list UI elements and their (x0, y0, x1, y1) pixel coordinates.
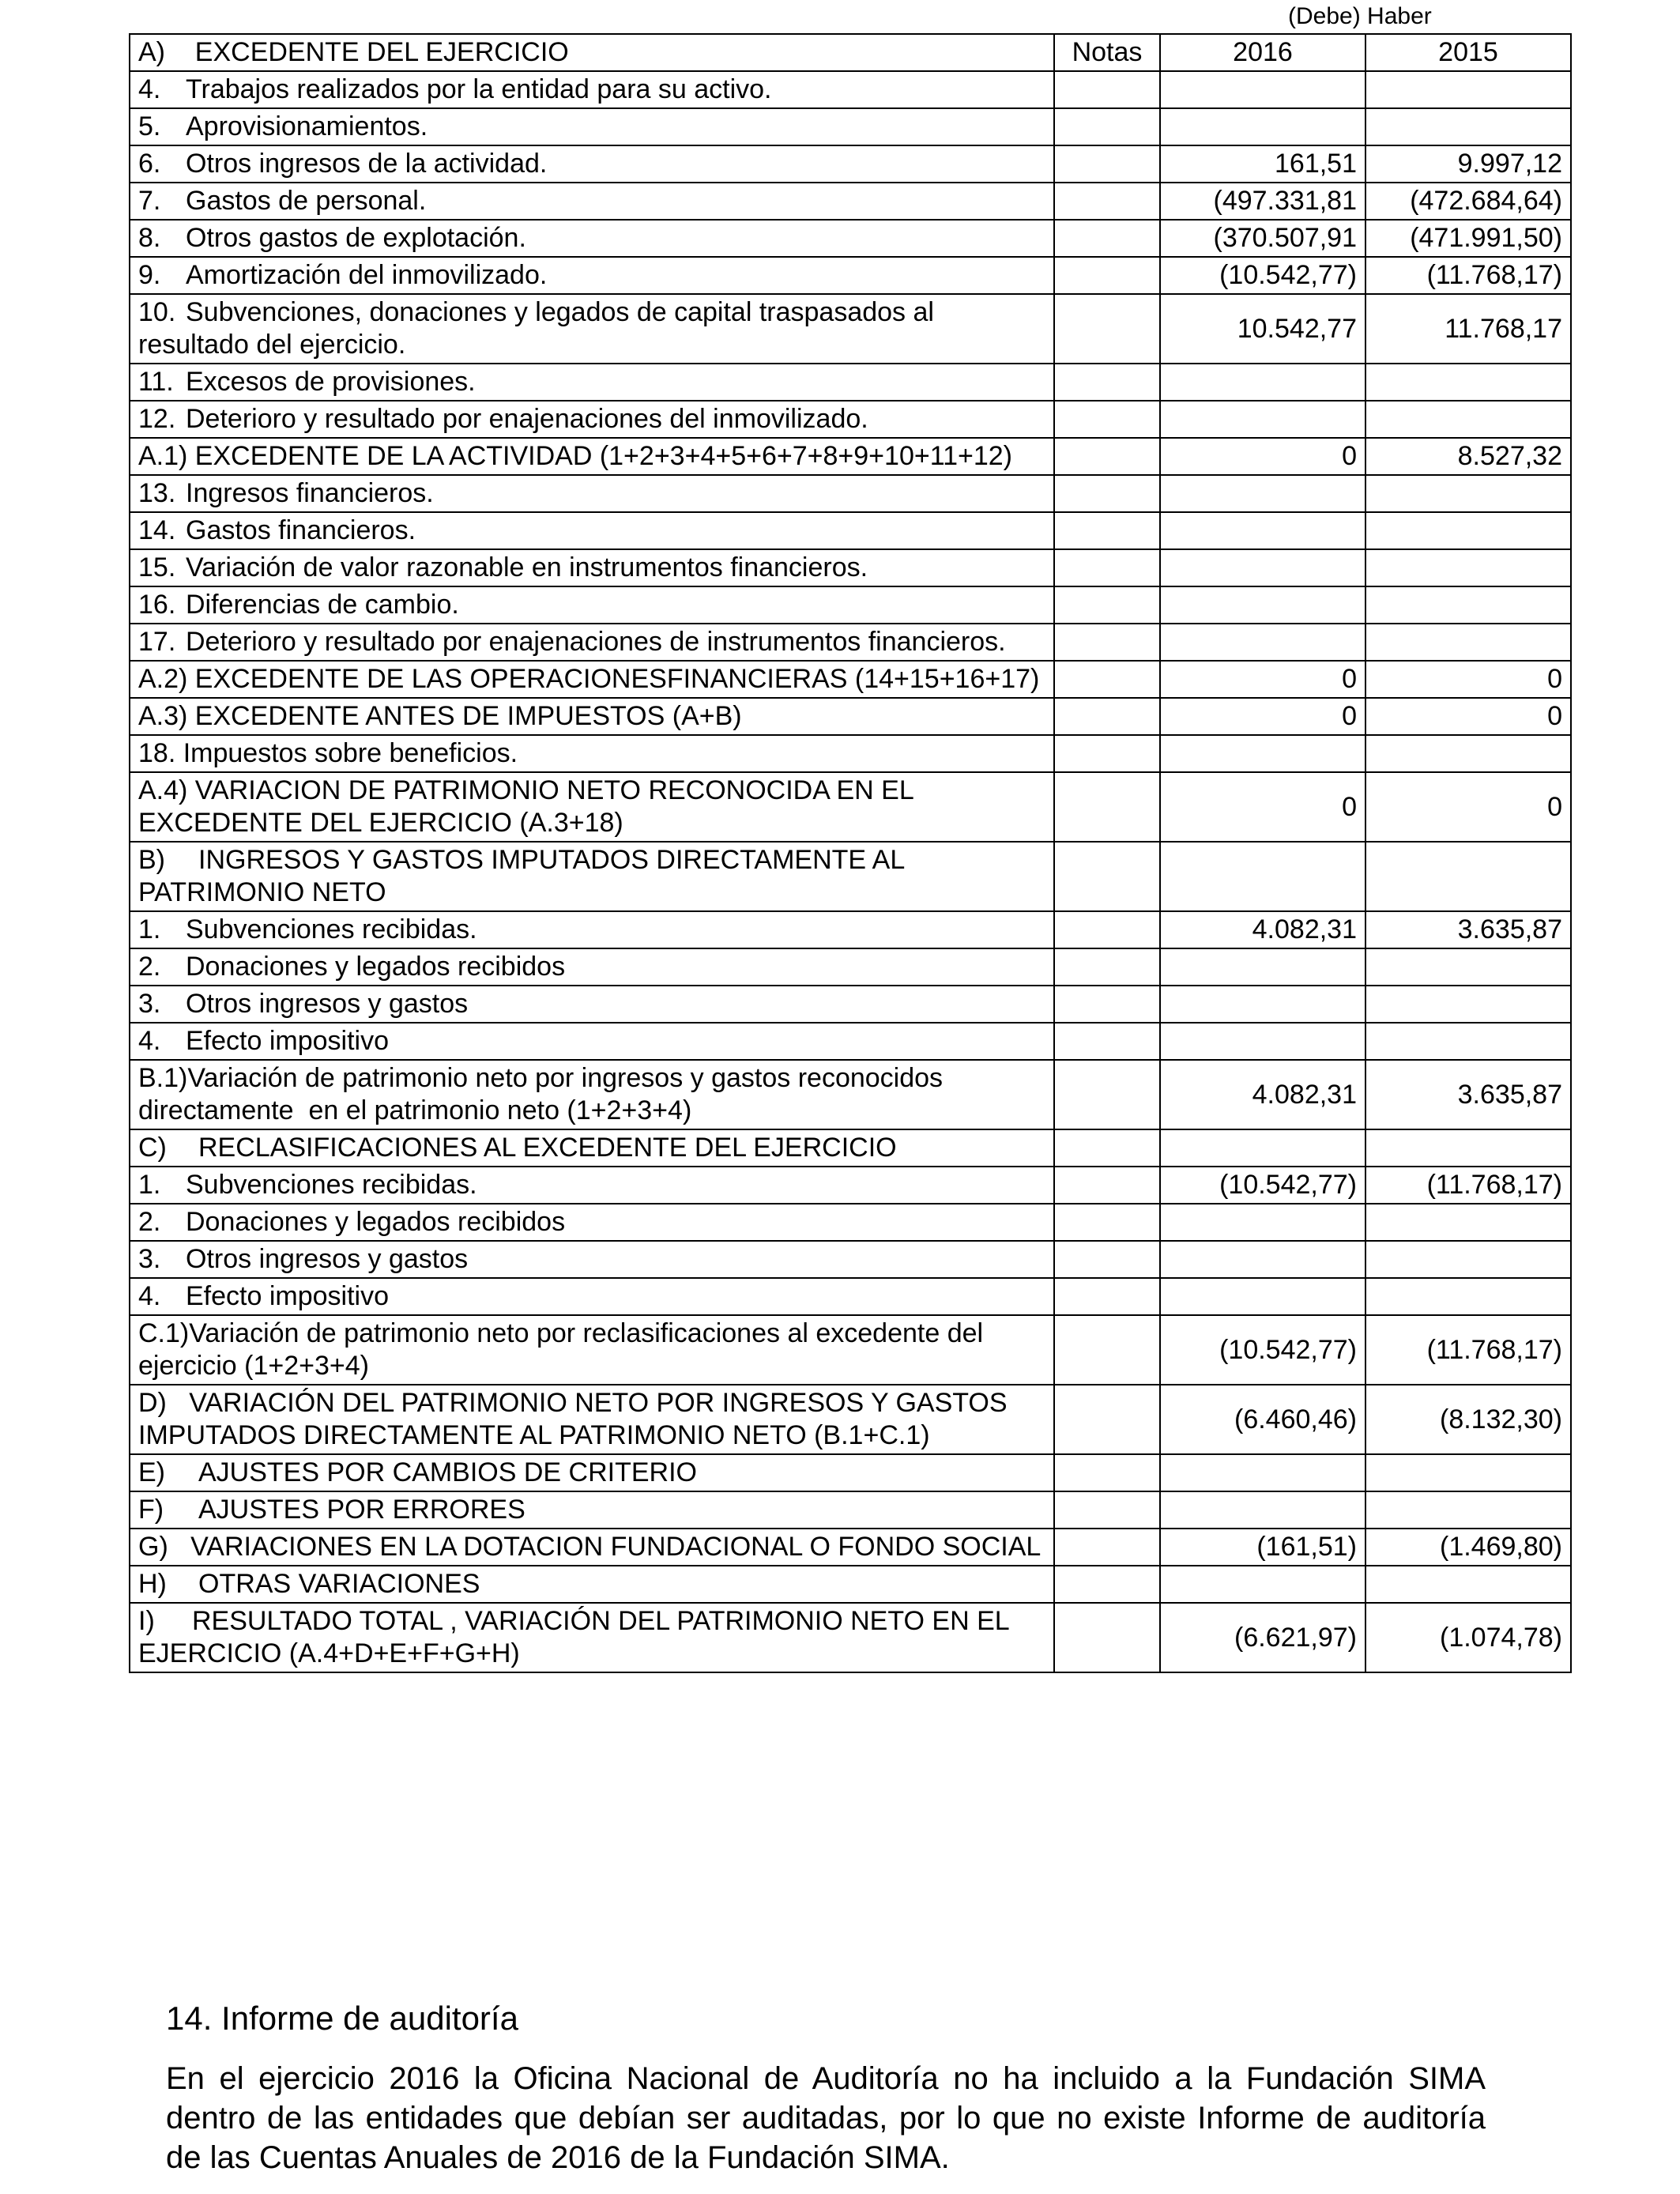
row-label: Gastos financieros. (186, 515, 416, 545)
row-label: A.3) EXCEDENTE ANTES DE IMPUESTOS (A+B) (138, 701, 742, 731)
row-label: RECLASIFICACIONES AL EXCEDENTE DEL EJERCICIO (198, 1133, 897, 1163)
row-concept (130, 438, 1054, 475)
value-2016 (1160, 948, 1365, 986)
value-2016 (1160, 1491, 1365, 1529)
row-concept (130, 1204, 1054, 1241)
row-concept (130, 257, 1054, 294)
row-number: 9. (138, 260, 161, 290)
value-2015 (1365, 1129, 1571, 1167)
row-concept (130, 661, 1054, 698)
value-2015: (472.684,64) (1365, 183, 1571, 220)
value-2016 (1160, 1278, 1365, 1315)
row-label: Deterioro y resultado por enajenaciones del inmovilizado. (186, 404, 868, 434)
value-2016: (6.460,46) (1160, 1385, 1365, 1454)
value-2015: 3.635,87 (1365, 911, 1571, 948)
row-notes (1054, 512, 1160, 549)
table-row (130, 1566, 1571, 1603)
value-2015 (1365, 512, 1571, 549)
row-notes (1054, 661, 1160, 698)
row-label: AJUSTES POR CAMBIOS DE CRITERIO (198, 1457, 697, 1487)
row-concept (130, 1454, 1054, 1491)
row-label: Deterioro y resultado por enajenaciones de instrumentos financieros. (186, 627, 1006, 657)
row-number: 17. (138, 627, 176, 657)
row-label: Excesos de provisiones. (186, 367, 476, 397)
value-2015: 3.635,87 (1365, 1060, 1571, 1129)
value-2016 (1160, 842, 1365, 911)
row-concept (130, 911, 1054, 948)
row-notes (1054, 183, 1160, 220)
value-2015 (1365, 549, 1571, 586)
value-2015: (1.074,78) (1365, 1603, 1571, 1672)
value-2015: 0 (1365, 772, 1571, 842)
row-number: 4. (138, 1281, 161, 1311)
value-2016 (1160, 1129, 1365, 1167)
row-label: G) VARIACIONES EN LA DOTACION FUNDACIONAL O FONDO SOCIAL (138, 1532, 1042, 1562)
section-title: 14. Informe de auditoría (166, 2000, 518, 2037)
row-notes (1054, 948, 1160, 986)
value-2015: 8.527,32 (1365, 438, 1571, 475)
value-2015: (11.768,17) (1365, 257, 1571, 294)
header-concept: A) EXCEDENTE DEL EJERCICIO (130, 34, 1054, 71)
row-number: 5. (138, 111, 161, 141)
value-2016 (1160, 624, 1365, 661)
table-row (130, 772, 1571, 842)
row-concept (130, 294, 1054, 364)
row-notes (1054, 698, 1160, 735)
value-2016: 10.542,77 (1160, 294, 1365, 364)
value-2015 (1365, 948, 1571, 986)
row-label: Donaciones y legados recibidos (186, 952, 566, 982)
row-notes (1054, 1241, 1160, 1278)
row-notes (1054, 475, 1160, 512)
row-number: 1. (138, 1170, 161, 1200)
row-label: Efecto impositivo (186, 1281, 389, 1311)
value-2016 (1160, 1454, 1365, 1491)
row-concept (130, 586, 1054, 624)
header-notes: Notas (1054, 34, 1160, 71)
table-row (130, 661, 1571, 698)
value-2016 (1160, 401, 1365, 438)
row-concept (130, 842, 1054, 911)
row-notes (1054, 1023, 1160, 1060)
value-2015 (1365, 1278, 1571, 1315)
value-2016 (1160, 986, 1365, 1023)
row-notes (1054, 257, 1160, 294)
value-2015 (1365, 1566, 1571, 1603)
value-2016: (6.621,97) (1160, 1603, 1365, 1672)
table-row (130, 986, 1571, 1023)
row-number: 14. (138, 515, 176, 545)
table-row (130, 1529, 1571, 1566)
row-concept (130, 108, 1054, 145)
row-label: C.1)Variación de patrimonio neto por reclasificaciones al excedente del ejercicio (1+2+3+4) (138, 1318, 991, 1381)
row-concept (130, 549, 1054, 586)
table-row (130, 1315, 1571, 1385)
value-2016: 0 (1160, 698, 1365, 735)
row-concept (130, 1315, 1054, 1385)
table-row (130, 1023, 1571, 1060)
table-row (130, 183, 1571, 220)
value-2016 (1160, 1566, 1365, 1603)
table-row (130, 624, 1571, 661)
value-2015 (1365, 1491, 1571, 1529)
section-letter: B) (138, 845, 165, 875)
row-concept (130, 512, 1054, 549)
row-concept (130, 1566, 1054, 1603)
row-label: AJUSTES POR ERRORES (198, 1495, 525, 1525)
table-row (130, 401, 1571, 438)
row-concept (130, 698, 1054, 735)
row-notes (1054, 1529, 1160, 1566)
row-concept (130, 145, 1054, 183)
value-2015 (1365, 1204, 1571, 1241)
row-notes (1054, 624, 1160, 661)
row-number: 10. (138, 297, 176, 327)
row-concept (130, 772, 1054, 842)
row-label: B.1)Variación de patrimonio neto por ingresos y gastos reconocidos directamente en el patrimonio neto (1+2+3+4) (138, 1063, 951, 1125)
row-concept (130, 1385, 1090, 1454)
table-row (130, 948, 1571, 986)
row-label: INGRESOS Y GASTOS IMPUTADOS DIRECTAMENTE AL PATRIMONIO NETO (138, 845, 912, 907)
row-concept (130, 1060, 1054, 1129)
row-number: 16. (138, 590, 176, 620)
value-2016 (1160, 1241, 1365, 1278)
table-row (130, 698, 1571, 735)
row-notes (1054, 1566, 1160, 1603)
value-2015 (1365, 401, 1571, 438)
row-concept (130, 1129, 1054, 1167)
table-row (130, 1204, 1571, 1241)
row-concept (130, 986, 1054, 1023)
table-row (130, 842, 1571, 911)
row-label: Subvenciones, donaciones y legados de capital traspasados al resultado del ejercicio. (138, 297, 942, 360)
value-2015 (1365, 71, 1571, 108)
value-2015: (471.991,50) (1365, 220, 1571, 257)
row-concept (130, 624, 1054, 661)
row-number: 11. (138, 367, 174, 397)
row-concept (130, 401, 1054, 438)
value-2016: 0 (1160, 772, 1365, 842)
row-notes (1054, 772, 1160, 842)
row-concept (130, 735, 1054, 772)
table-row (130, 1241, 1571, 1278)
row-notes (1054, 1278, 1160, 1315)
row-notes (1054, 1167, 1160, 1204)
row-label: Otros gastos de explotación. (186, 223, 526, 253)
row-notes (1054, 911, 1160, 948)
row-notes (1054, 145, 1160, 183)
row-concept (130, 183, 1054, 220)
section-letter: F) (138, 1495, 164, 1525)
row-notes (1054, 1060, 1160, 1129)
row-notes (1054, 438, 1160, 475)
table-row (130, 145, 1571, 183)
row-number: 4. (138, 74, 161, 104)
row-concept (130, 1603, 1054, 1672)
row-notes (1054, 1129, 1160, 1167)
row-notes (1054, 108, 1160, 145)
row-label: OTRAS VARIACIONES (198, 1569, 480, 1599)
value-2015 (1365, 735, 1571, 772)
value-2016 (1160, 364, 1365, 401)
value-2016: (497.331,81 (1160, 183, 1365, 220)
row-number: 2. (138, 952, 161, 982)
row-concept (130, 1529, 1054, 1566)
value-2016 (1160, 108, 1365, 145)
table-row (130, 71, 1571, 108)
table-row (130, 108, 1571, 145)
value-2016: 0 (1160, 661, 1365, 698)
row-label: Amortización del inmovilizado. (186, 260, 548, 290)
row-notes (1054, 586, 1160, 624)
row-number: 15. (138, 552, 176, 582)
row-number: 3. (138, 989, 161, 1019)
table-row (130, 512, 1571, 549)
row-label: Trabajos realizados por la entidad para su activo. (186, 74, 772, 104)
table-row (130, 1167, 1571, 1204)
value-2015: (8.132,30) (1365, 1385, 1571, 1454)
row-concept (130, 71, 1054, 108)
row-notes (1054, 401, 1160, 438)
value-2015: 0 (1365, 661, 1571, 698)
value-2016 (1160, 475, 1365, 512)
row-label: Otros ingresos y gastos (186, 1244, 469, 1274)
value-2016 (1160, 586, 1365, 624)
value-2015: 0 (1365, 698, 1571, 735)
row-label: D) VARIACIÓN DEL PATRIMONIO NETO POR INGRESOS Y GASTOS IMPUTADOS DIRECTAMENTE AL PATRIMONIO NETO (B.1+C.1) (138, 1388, 1090, 1450)
value-2015 (1365, 986, 1571, 1023)
row-notes (1054, 220, 1160, 257)
header-year-2016: 2016 (1160, 34, 1365, 71)
row-number: 4. (138, 1026, 161, 1056)
value-2016 (1160, 1023, 1365, 1060)
row-number: 13. (138, 478, 176, 508)
row-label: A.4) VARIACION DE PATRIMONIO NETO RECONOCIDA EN EL EXCEDENTE DEL EJERCICIO (A.3+18) (138, 775, 921, 838)
row-number: 3. (138, 1244, 161, 1274)
table-row (130, 1603, 1571, 1672)
table-row (130, 586, 1571, 624)
table-row (130, 1454, 1571, 1491)
row-label: Variación de valor razonable en instrumentos financieros. (186, 552, 868, 582)
table-row (130, 1491, 1571, 1529)
value-2016: 4.082,31 (1160, 911, 1365, 948)
value-2015 (1365, 586, 1571, 624)
table-row (130, 735, 1571, 772)
value-2016: 0 (1160, 438, 1365, 475)
value-2015 (1365, 624, 1571, 661)
row-concept (130, 475, 1054, 512)
row-concept (130, 364, 1054, 401)
row-label: Efecto impositivo (186, 1026, 389, 1056)
row-notes (1054, 1491, 1160, 1529)
table-row (130, 549, 1571, 586)
value-2016: (161,51) (1160, 1529, 1365, 1566)
row-notes (1054, 294, 1160, 364)
table-row (130, 294, 1571, 364)
value-2015: 11.768,17 (1365, 294, 1571, 364)
value-2016: (10.542,77) (1160, 1167, 1365, 1204)
table-header-row (130, 34, 1571, 71)
row-concept (130, 1167, 1054, 1204)
value-2016: 4.082,31 (1160, 1060, 1365, 1129)
row-notes (1054, 364, 1160, 401)
row-number: 2. (138, 1207, 161, 1237)
row-notes (1054, 1204, 1160, 1241)
row-notes (1054, 986, 1160, 1023)
row-label: Ingresos financieros. (186, 478, 434, 508)
section-letter: E) (138, 1457, 165, 1487)
row-label: Donaciones y legados recibidos (186, 1207, 566, 1237)
row-number: 7. (138, 186, 161, 216)
table-row (130, 1278, 1571, 1315)
row-label: Otros ingresos y gastos (186, 989, 469, 1019)
row-notes (1054, 842, 1160, 911)
row-number: 1. (138, 914, 161, 944)
value-2016 (1160, 549, 1365, 586)
value-2015: 9.997,12 (1365, 145, 1571, 183)
row-number: 8. (138, 223, 161, 253)
row-notes (1054, 1454, 1160, 1491)
section-body: En el ejercicio 2016 la Oficina Nacional de Auditoría no ha incluido a la Fundación SIMA dentro de las entidades que debían ser auditadas, por lo que no existe Informe de auditoría de las Cuentas Anuales de 2016 de la Fundación SIMA. (166, 2061, 1486, 2175)
row-number: 12. (138, 404, 176, 434)
table-row (130, 1385, 1571, 1454)
table-row (130, 438, 1571, 475)
row-notes (1054, 735, 1160, 772)
row-label: Subvenciones recibidas. (186, 1170, 477, 1200)
value-2015 (1365, 364, 1571, 401)
value-2015: (11.768,17) (1365, 1167, 1571, 1204)
value-2016 (1160, 735, 1365, 772)
row-notes (1054, 71, 1160, 108)
value-2015 (1365, 475, 1571, 512)
section-letter: C) (138, 1133, 167, 1163)
header-year-2015: 2015 (1365, 34, 1571, 71)
table-row (130, 364, 1571, 401)
row-label: I) RESULTADO TOTAL , VARIACIÓN DEL PATRIMONIO NETO EN EL EJERCICIO (A.4+D+E+F+G+H) (138, 1606, 1031, 1668)
table-row (130, 257, 1571, 294)
row-concept (130, 1023, 1054, 1060)
row-label: Otros ingresos de la actividad. (186, 149, 548, 179)
row-concept (130, 1241, 1054, 1278)
table-row (130, 475, 1571, 512)
row-notes (1054, 1315, 1160, 1385)
value-2016 (1160, 71, 1365, 108)
row-label: Subvenciones recibidas. (186, 914, 477, 944)
value-2016 (1160, 512, 1365, 549)
value-2016 (1160, 1204, 1365, 1241)
row-concept (130, 948, 1054, 986)
row-label: Aprovisionamientos. (186, 111, 428, 141)
table-row (130, 911, 1571, 948)
value-2015 (1365, 1454, 1571, 1491)
row-number: 6. (138, 149, 161, 179)
value-2015 (1365, 108, 1571, 145)
row-notes (1054, 549, 1160, 586)
value-2015: (1.469,80) (1365, 1529, 1571, 1566)
value-2015 (1365, 1241, 1571, 1278)
row-label: A.1) EXCEDENTE DE LA ACTIVIDAD (1+2+3+4+5+6+7+8+9+10+11+12) (138, 441, 1012, 471)
value-2015 (1365, 1023, 1571, 1060)
value-2015: (11.768,17) (1365, 1315, 1571, 1385)
row-concept (130, 1278, 1054, 1315)
table-row (130, 220, 1571, 257)
value-2016: (10.542,77) (1160, 1315, 1365, 1385)
row-concept (130, 1491, 1054, 1529)
row-label: Gastos de personal. (186, 186, 427, 216)
table-row (130, 1129, 1571, 1167)
section-letter: H) (138, 1569, 167, 1599)
row-label: A.2) EXCEDENTE DE LAS OPERACIONESFINANCIERAS (14+15+16+17) (138, 664, 1040, 694)
debe-haber-note: (Debe) Haber (1288, 3, 1432, 29)
row-label: Diferencias de cambio. (186, 590, 459, 620)
value-2016: 161,51 (1160, 145, 1365, 183)
value-2016: (10.542,77) (1160, 257, 1365, 294)
table-row (130, 1060, 1571, 1129)
row-concept (130, 220, 1054, 257)
equity-statement-table (129, 33, 1572, 1673)
row-label: 18. Impuestos sobre beneficios. (138, 738, 518, 768)
value-2015 (1365, 842, 1571, 911)
value-2016: (370.507,91 (1160, 220, 1365, 257)
row-notes (1054, 1603, 1160, 1672)
